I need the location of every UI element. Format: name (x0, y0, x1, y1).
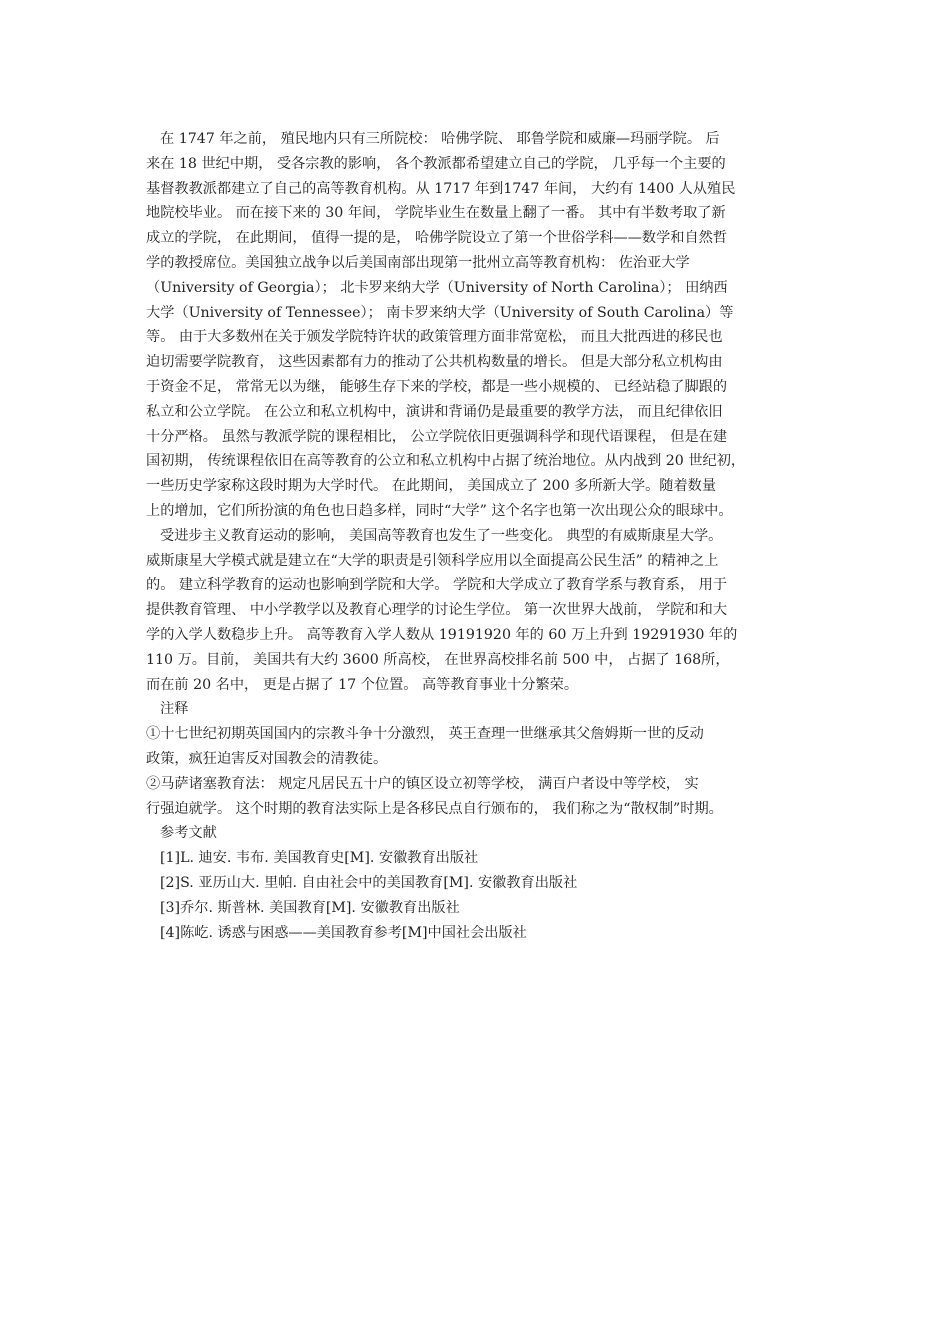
text-line: 大学（University of Tennessee）； 南卡罗来纳大学（University of South Carolina）等 (146, 304, 734, 321)
text-line: 等。 由于大多数州在关于颁发学院特许状的政策管理方面非常宽松， 而且大批西进的移民也 (146, 329, 723, 346)
text-line: 于资金不足， 常常无以为继， 能够生存下来的学校，都是一些小规模的、 已经站稳了脚跟的 (146, 378, 728, 395)
text-line: 行强迫就学。 这个时期的教育法实际上是各移民点自行颁布的， 我们称之为“散权制”时期。 (146, 800, 723, 817)
text-line: 而在前 20 名中， 更是占据了 17 个位置。 高等教育事业十分繁荣。 (146, 676, 579, 693)
text-line: 提供教育管理、 中小学教学以及教育心理学的讨论生学位。 第一次世界大战前， 学院和和大 (146, 602, 728, 619)
text-line: ①十七世纪初期英国国内的宗教斗争十分激烈， 英王查理一世继承其父詹姆斯一世的反动 (146, 726, 704, 743)
text-line: 在 1747 年之前， 殖民地内只有三所院校： 哈佛学院、 耶鲁学院和威廉—玛丽学院。 后 (160, 131, 720, 147)
text-line: 的。 建立科学教育的运动也影响到学院和大学。 学院和大学成立了教育学系与教育系， 用于 (146, 577, 728, 594)
text-line: 一些历史学家称这段时期为大学时代。 在此期间， 美国成立了 200 多所新大学。随着数量 (146, 478, 717, 495)
text-line: 110 万。目前， 美国共有大约 3600 所高校， 在世界高校排名前 500 中， 占据了 168所， (146, 651, 730, 668)
text-line: 注释 (160, 701, 189, 718)
text-line: [1]L. 迪安. 韦布. 美国教育史[M]. 安徽教育出版社 (160, 850, 479, 867)
text-line: 迫切需要学院教育， 这些因素都有力的推动了公共机构数量的增长。 但是大部分私立机构由 (146, 354, 723, 371)
text-line: 成立的学院， 在此期间， 值得一提的是， 哈佛学院设立了第一个世俗学科——数学和自然哲 (146, 230, 728, 247)
text-line: [2]S. 亚历山大. 里帕. 自由社会中的美国教育[M]. 安徽教育出版社 (160, 874, 578, 891)
text-line: 政策，疯狂迫害反对国教会的清教徒。 (146, 750, 388, 767)
text-line: 威斯康星大学模式就是建立在“大学的职责是引领科学应用以全面提高公民生活” 的精神之上 (146, 552, 719, 569)
document-body (0, 127, 950, 945)
text-line: 学的教授席位。美国独立战争以后美国南部出现第一批州立高等教育机构： 佐治亚大学 (146, 254, 690, 271)
text-line: ②马萨诸塞教育法： 规定凡居民五十户的镇区设立初等学校， 满百户者设中等学校， 实 (146, 775, 699, 792)
text-line: 上的增加，它们所扮演的角色也日趋多样，同时“大学” 这个名字也第一次出现公众的眼球中。 (146, 502, 733, 519)
text-line: [4]陈屹. 诱惑与困惑——美国教育参考[M]中国社会出版社 (160, 924, 527, 941)
text-line: 基督教教派都建立了自己的高等教育机构。从 1717 年到1747 年间， 大约有 1400 人从殖民 (146, 180, 736, 197)
text-line: 参考文献 (160, 825, 217, 842)
text-line: 学的入学人数稳步上升。 高等教育入学人数从 19191920 年的 60 万上升到 19291930 年的 (146, 626, 738, 643)
text-line: 来在 18 世纪中期， 受各宗教的影响， 各个教派都希望建立自己的学院， 几乎每一个主要的 (146, 155, 726, 172)
text-line: 十分严格。 虽然与教派学院的课程相比， 公立学院依旧更强调科学和现代语课程， 但是在建 (146, 428, 728, 445)
text-line: 地院校毕业。 而在接下来的 30 年间， 学院毕业生在数量上翻了一番。 其中有半数考取了新 (146, 205, 726, 222)
text-line: （University of Georgia）； 北卡罗来纳大学（University of North Carolina）； 田纳西 (146, 279, 728, 296)
text-line: 受进步主义教育运动的影响， 美国高等教育也发生了一些变化。 典型的有威斯康星大学。 (160, 527, 723, 544)
text-line: 国初期， 传统课程依旧在高等教育的公立和私立机构中占据了统治地位。从内战到 20 世纪初， (146, 453, 746, 470)
text-line: 私立和公立学院。 在公立和私立机构中，演讲和背诵仍是最重要的教学方法， 而且纪律依旧 (146, 403, 723, 420)
text-line: [3]乔尔. 斯普林. 美国教育[M]. 安徽教育出版社 (160, 899, 460, 916)
